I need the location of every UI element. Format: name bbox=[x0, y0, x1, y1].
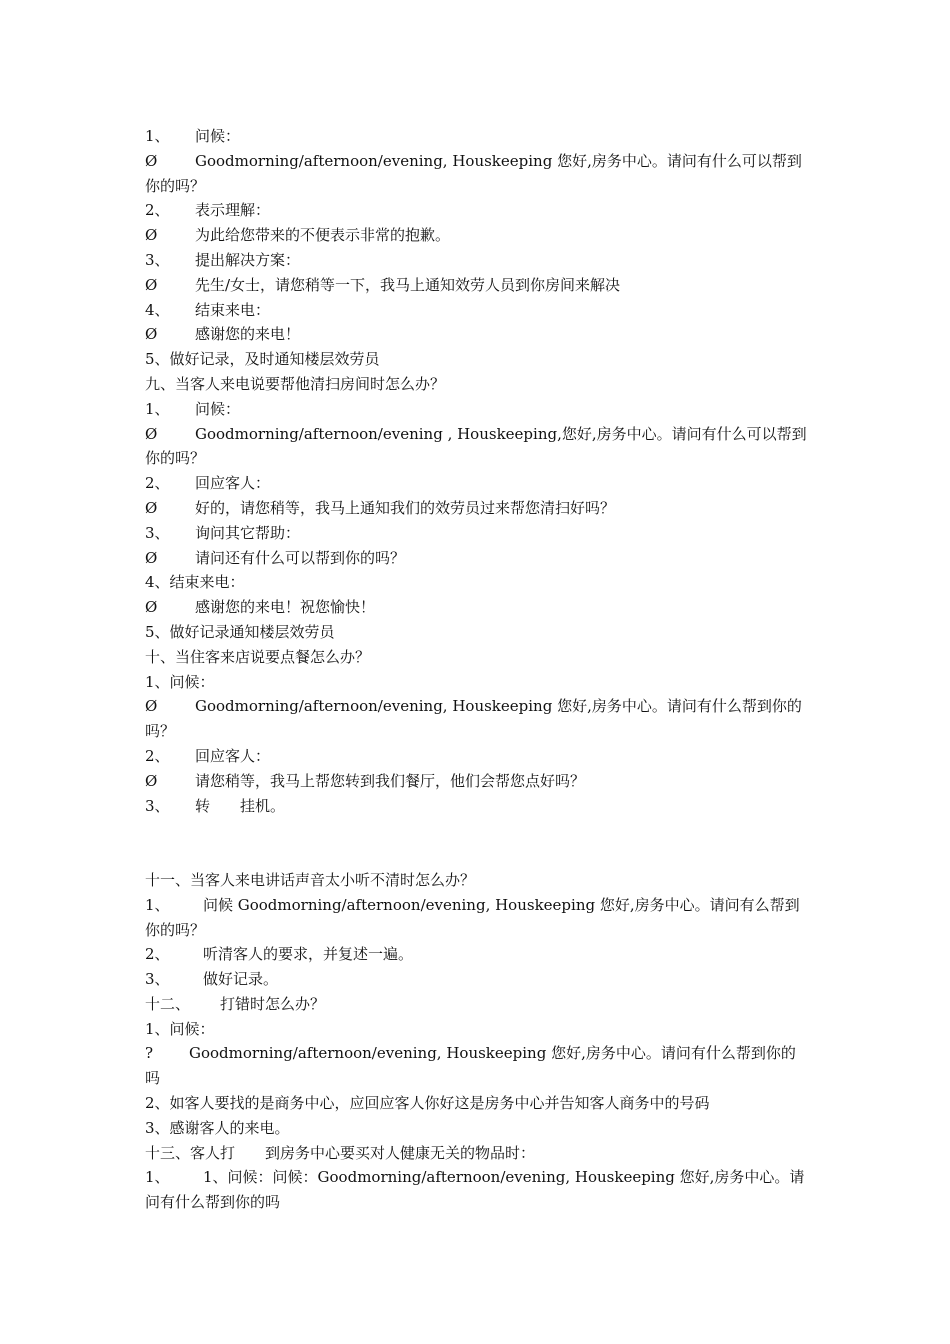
list-text: 1、问候：问候：Goodmorning/afternoon/evening, Houskeeping 您好,房务中心。请问有什么帮到你的吗 bbox=[145, 1168, 805, 1212]
list-item bbox=[145, 471, 810, 496]
list-item bbox=[145, 223, 810, 248]
list-text: Goodmorning/afternoon/evening , Houskeeping,您好,房务中心。请问有什么可以帮到你的吗？ bbox=[145, 424, 807, 468]
bullet-marker: Ø bbox=[145, 771, 158, 790]
list-marker: 1、 bbox=[145, 127, 170, 145]
list-text: 问候： bbox=[195, 399, 241, 418]
bullet-marker: Ø bbox=[145, 325, 158, 344]
section-heading: 十三、客人打 到房务中心要买对人健康无关的物品时： bbox=[145, 1143, 536, 1162]
bullet-marker: Ø bbox=[145, 697, 158, 716]
list-item bbox=[145, 1091, 810, 1116]
list-item bbox=[145, 967, 810, 992]
list-item bbox=[145, 496, 810, 521]
list-item bbox=[145, 1116, 810, 1141]
list-text: 转 挂机。 bbox=[195, 796, 286, 815]
list-item bbox=[145, 670, 810, 695]
list-text: 问候 Goodmorning/afternoon/evening, Houskeeping 您好,房务中心。请问有么帮到你的吗？ bbox=[145, 895, 800, 939]
list-text: 回应客人： bbox=[195, 474, 271, 493]
document-body bbox=[145, 124, 810, 1215]
list-item bbox=[145, 1017, 810, 1042]
list-text: 3、感谢客人的来电。 bbox=[145, 1118, 290, 1137]
list-text: 回应客人： bbox=[195, 746, 271, 765]
list-item bbox=[145, 198, 810, 223]
list-item bbox=[145, 942, 810, 967]
list-item bbox=[145, 248, 810, 273]
list-text: 4、结束来电： bbox=[145, 573, 245, 592]
list-item bbox=[145, 570, 810, 595]
list-item bbox=[145, 273, 810, 298]
list-text: Goodmorning/afternoon/evening, Houskeeping 您好,房务中心。请问有什么帮到你的吗？ bbox=[145, 697, 802, 741]
list-item bbox=[145, 694, 810, 744]
list-text: 请问还有什么可以帮到你的吗？ bbox=[195, 548, 406, 567]
list-item bbox=[145, 298, 810, 323]
list-marker: 1、 bbox=[145, 399, 170, 418]
bullet-marker: ? bbox=[145, 1044, 154, 1063]
blank-space bbox=[145, 818, 810, 868]
bullet-marker: Ø bbox=[145, 226, 158, 245]
list-marker: 3、 bbox=[145, 523, 170, 542]
list-item bbox=[145, 1041, 810, 1091]
list-text: 感谢您的来电！祝您愉快！ bbox=[195, 598, 376, 617]
list-item bbox=[145, 744, 810, 769]
list-text: 表示理解： bbox=[195, 201, 271, 220]
list-text: 5、做好记录，及时通知楼层效劳员 bbox=[145, 350, 380, 369]
list-text: Goodmorning/afternoon/evening, Houskeeping 您好,房务中心。请问有什么可以帮到你的吗？ bbox=[145, 151, 802, 195]
list-text: 问候： bbox=[195, 127, 241, 145]
bullet-marker: Ø bbox=[145, 275, 158, 294]
section-heading bbox=[145, 992, 810, 1017]
section-heading: 九、当客人来电说要帮他清扫房间时怎么办？ bbox=[145, 374, 446, 393]
list-item bbox=[145, 149, 810, 199]
list-marker: 2、 bbox=[145, 201, 170, 220]
list-text: 1、问候： bbox=[145, 1019, 215, 1038]
bullet-marker: Ø bbox=[145, 598, 158, 617]
list-text: 询问其它帮助： bbox=[195, 523, 301, 542]
bullet-marker: Ø bbox=[145, 424, 158, 443]
list-text: Goodmorning/afternoon/evening, Houskeeping 您好,房务中心。请问有什么帮到你的吗 bbox=[145, 1044, 796, 1088]
section-heading: 十、当住客来店说要点餐怎么办？ bbox=[145, 647, 371, 666]
list-item bbox=[145, 769, 810, 794]
list-marker: 2、 bbox=[145, 945, 170, 964]
heading-marker: 十二、 bbox=[145, 994, 191, 1013]
list-text: 为此给您带来的不便表示非常的抱歉。 bbox=[195, 226, 451, 245]
list-item bbox=[145, 124, 810, 149]
list-item bbox=[145, 521, 810, 546]
list-marker: 3、 bbox=[145, 250, 170, 269]
section-heading: 十一、当客人来电讲话声音太小听不清时怎么办？ bbox=[145, 870, 476, 889]
list-text: 请您稍等，我马上帮您转到我们餐厅，他们会帮您点好吗？ bbox=[195, 771, 586, 790]
list-text: 2、如客人要找的是商务中心，应回应客人你好这是房务中心并告知客人商务中的号码 bbox=[145, 1094, 710, 1113]
list-item bbox=[145, 893, 810, 943]
list-text: 感谢您的来电！ bbox=[195, 325, 301, 344]
list-item bbox=[145, 397, 810, 422]
list-text: 听清客人的要求，并复述一遍。 bbox=[203, 945, 414, 964]
list-item bbox=[145, 422, 810, 472]
bullet-marker: Ø bbox=[145, 548, 158, 567]
list-text: 1、问候： bbox=[145, 672, 215, 691]
list-item bbox=[145, 620, 810, 645]
list-item bbox=[145, 794, 810, 819]
list-marker: 1、 bbox=[145, 1168, 170, 1187]
list-marker: 4、 bbox=[145, 300, 170, 319]
list-item bbox=[145, 546, 810, 571]
list-marker: 1、 bbox=[145, 895, 170, 914]
list-text: 好的，请您稍等，我马上通知我们的效劳员过来帮您清扫好吗？ bbox=[195, 498, 616, 517]
list-text: 做好记录。 bbox=[203, 970, 279, 989]
list-item bbox=[145, 347, 810, 372]
list-marker: 2、 bbox=[145, 474, 170, 493]
list-item bbox=[145, 322, 810, 347]
list-text: 结束来电： bbox=[195, 300, 271, 319]
list-marker: 3、 bbox=[145, 970, 170, 989]
list-item bbox=[145, 1165, 810, 1215]
list-marker: 2、 bbox=[145, 746, 170, 765]
bullet-marker: Ø bbox=[145, 498, 158, 517]
list-text: 提出解决方案： bbox=[195, 250, 301, 269]
heading-text: 打错时怎么办？ bbox=[220, 994, 326, 1013]
bullet-marker: Ø bbox=[145, 151, 158, 170]
list-text: 先生/女士，请您稍等一下，我马上通知效劳人员到你房间来解决 bbox=[195, 275, 621, 294]
list-marker: 3、 bbox=[145, 796, 170, 815]
list-item bbox=[145, 595, 810, 620]
list-text: 5、做好记录通知楼层效劳员 bbox=[145, 622, 335, 641]
